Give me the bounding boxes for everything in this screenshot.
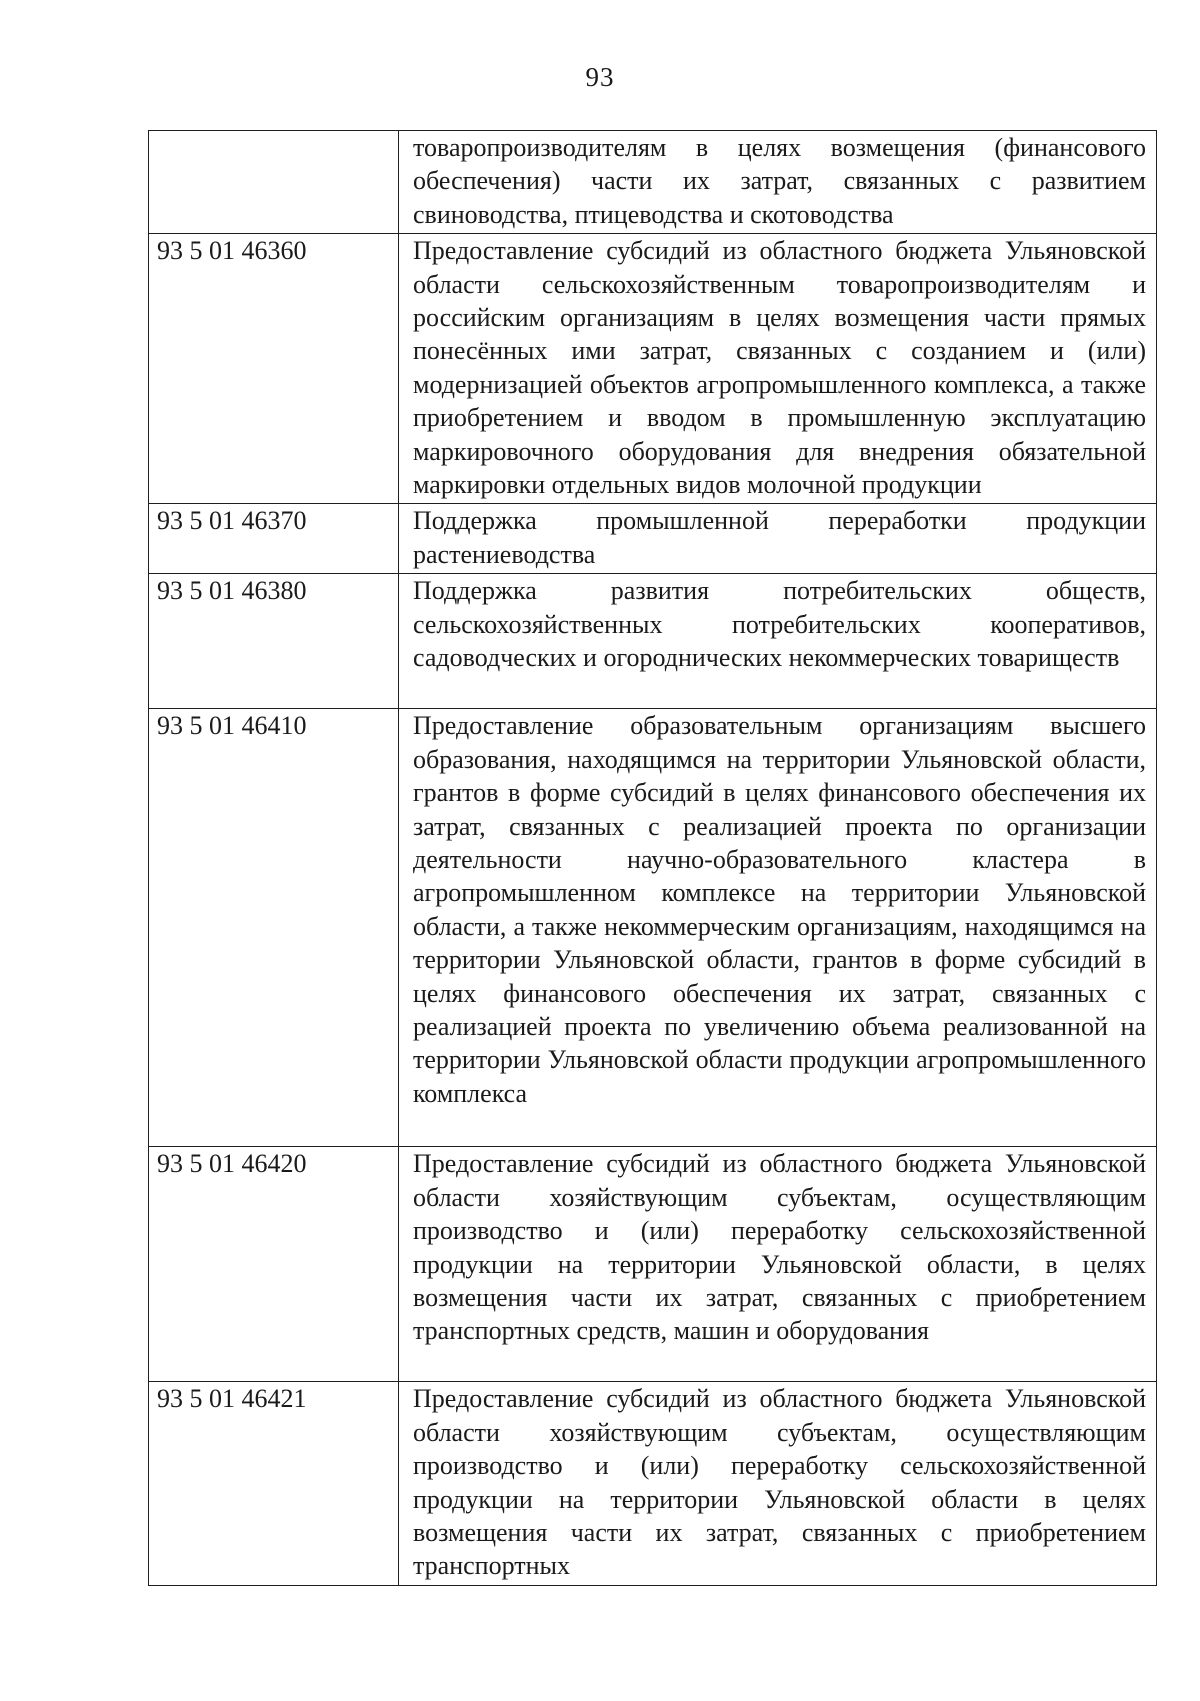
table-row — [149, 234, 1157, 504]
row-description — [399, 504, 1157, 574]
table-row — [149, 131, 1157, 234]
row-code: 93 5 01 46360 — [149, 234, 399, 504]
row-description — [399, 1147, 1157, 1382]
table-row — [149, 709, 1157, 1147]
row-code: 93 5 01 46370 — [149, 504, 399, 574]
row-code: 93 5 01 46420 — [149, 1147, 399, 1382]
table-row — [149, 504, 1157, 574]
row-description-text: Предоставление субсидий из областного бюджета Ульяновской области хозяйствующим субъектам, осуществляющим производство и (или) переработку сельскохозяйственной продукции на территории Ульяновской области, в целях возмещения части их затрат, связанных с приобретением транспортных средств, машин и оборудования — [413, 1149, 1146, 1346]
row-description-text: Поддержка промышленной переработки продукции растениеводства — [413, 506, 1146, 569]
row-description-text: Поддержка развития потребительских обществ, сельскохозяйственных потребительских кооперативов, садоводческих и огороднических некоммерческих товариществ — [413, 576, 1146, 673]
row-description-text: Предоставление образовательным организациям высшего образования, находящимся на территории Ульяновской области, грантов в форме субсидий в целях финансового обеспечения их затрат, связанных с реализацией проекта по организации деятельности научно-образовательного кластера в агропромышленном комплексе на территории Ульяновской области, а также некоммерческим организациям, находящимся на территории Ульяновской области, грантов в форме субсидий в целях финансового обеспечения их затрат, связанных с реализацией проекта по увеличению объема реализованной на территории Ульяновской области продукции агропромышленного комплекса — [413, 711, 1146, 1108]
budget-codes-table — [148, 130, 1157, 1586]
row-code: 93 5 01 46421 — [149, 1382, 399, 1585]
row-description — [399, 234, 1157, 504]
row-description — [399, 1382, 1157, 1585]
row-code: 93 5 01 46410 — [149, 709, 399, 1147]
row-description — [399, 131, 1157, 234]
row-description-text: товаропроизводителям в целях возмещения (финансового обеспечения) части их затрат, связанных с развитием свиноводства, птицеводства и скотоводства — [413, 133, 1146, 229]
row-description — [399, 574, 1157, 709]
table-row — [149, 574, 1157, 709]
table-row — [149, 1382, 1157, 1585]
row-code: 93 5 01 46380 — [149, 574, 399, 709]
row-description-text: Предоставление субсидий из областного бюджета Ульяновской области хозяйствующим субъектам, осуществляющим производство и (или) переработку сельскохозяйственной продукции на территории Ульяновской области в целях возмещения части их затрат, связанных с приобретением транспортных — [413, 1384, 1146, 1581]
row-description-text: Предоставление субсидий из областного бюджета Ульяновской области сельскохозяйственным товаропроизводителям и российским организациям в целях возмещения части прямых понесённых ими затрат, связанных с созданием и (или) модернизацией объектов агропромышленного комплекса, а также приобретением и вводом в промышленную эксплуатацию маркировочного оборудования для внедрения обязательной маркировки отдельных видов молочной продукции — [413, 236, 1146, 500]
row-description — [399, 709, 1157, 1147]
table-row — [149, 1147, 1157, 1382]
page-number: 93 — [585, 62, 615, 92]
row-code — [149, 131, 399, 234]
